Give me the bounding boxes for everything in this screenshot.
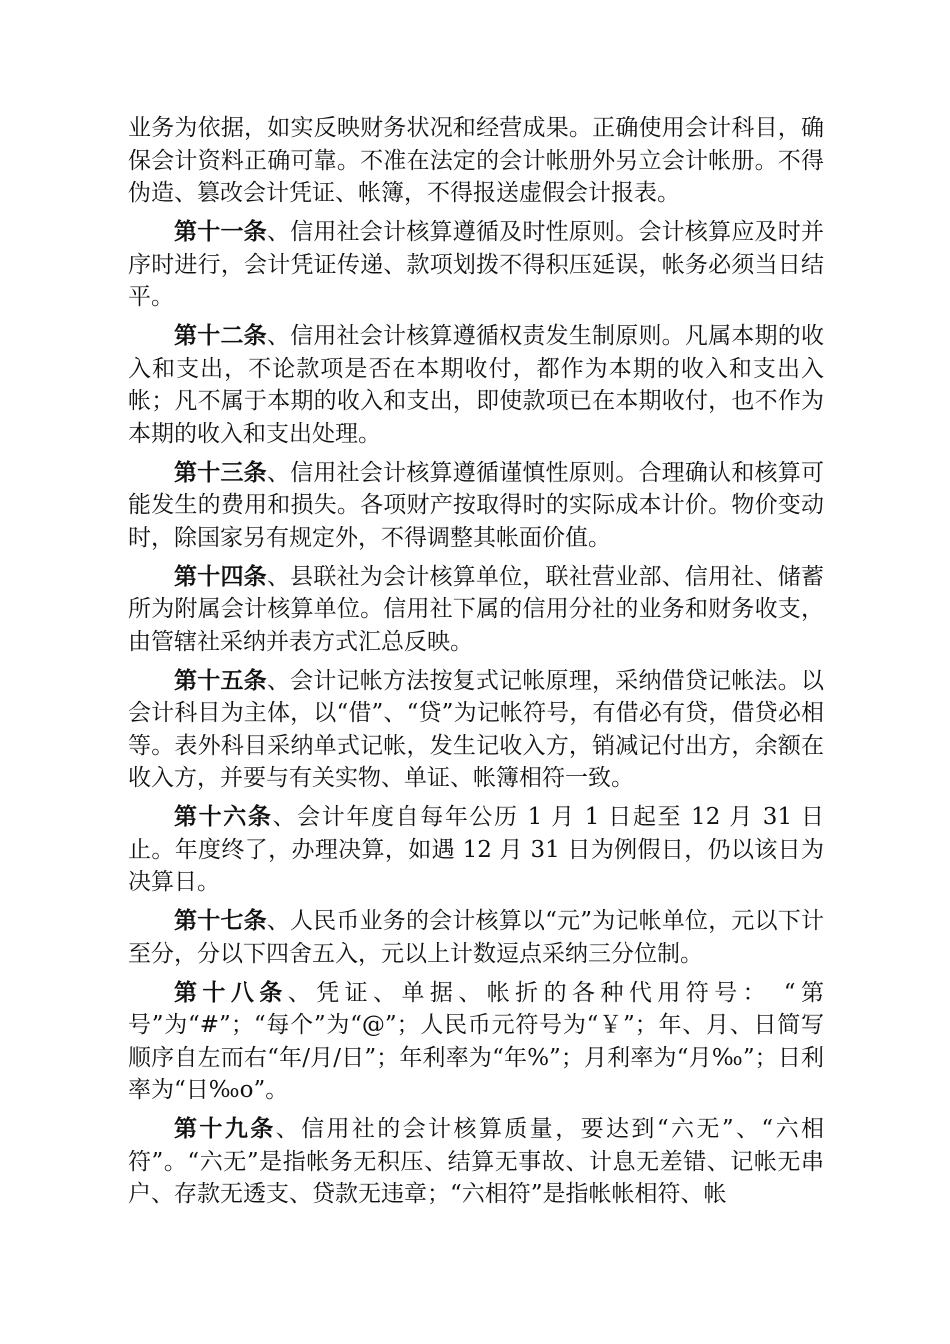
article-text: 、县联社为会计核算单位，联社营业部、信用社、储蓄所为附属会计核算单位。信用社下属的信用分社的业务和财务收支，由管辖社采纳并表方式汇总反映。 bbox=[128, 563, 825, 655]
article-14 bbox=[128, 561, 824, 659]
article-title: 第十九条 bbox=[174, 1115, 276, 1142]
article-title: 第十一条 bbox=[174, 218, 267, 245]
article-16 bbox=[128, 801, 824, 899]
article-title: 第十七条 bbox=[174, 907, 267, 934]
article-text: 、凭证、单据、帐折的各种代用符号： “第号”为“#”；“每个”为“@”；人民币元符号为“￥”；年、月、日简写顺序自左而右“年/月/日”；年利率为“年%”；月利率为“月‰”；日利率为“日‰o”。 bbox=[128, 979, 825, 1103]
paragraph-continued bbox=[128, 112, 824, 210]
article-text: 、信用社会计核算遵循及时性原则。会计核算应及时并序时进行，会计凭证传递、款项划拨不得积压延误，帐务必须当日结平。 bbox=[128, 219, 825, 310]
article-title: 第十二条 bbox=[174, 322, 267, 349]
article-17 bbox=[128, 905, 824, 970]
article-title: 第十三条 bbox=[174, 458, 267, 486]
article-12 bbox=[128, 320, 824, 450]
paragraph-text: 业务为依据，如实反映财务状况和经营成果。正确使用会计科目，确保会计资料正确可靠。不准在法定的会计帐册外另立会计帐册。不得伪造、篡改会计凭证、帐簿，不得报送虚假会计报表。 bbox=[128, 115, 824, 206]
article-text: 、会计年度自每年公历 1 月 1 日起至 12 月 31 日止。年度终了，办理决算，如遇 12 月 31 日为例假日，仍以该日为决算日。 bbox=[128, 804, 825, 895]
article-text: 、信用社会计核算遵循谨慎性原则。合理确认和核算可能发生的费用和损失。各项财产按取得时的实际成本计价。物价变动时，除国家另有规定外，不得调整其帐面价值。 bbox=[128, 459, 825, 551]
article-title: 第十五条 bbox=[174, 666, 267, 694]
article-text: 、信用社的会计核算质量，要达到“六无”、“六相符”。“六无”是指帐务无积压、结算无事故、计息无差错、记帐无串户、存款无透支、贷款无违章；“六相符”是指帐帐相符、帐 bbox=[128, 1116, 825, 1207]
article-13 bbox=[128, 457, 824, 555]
article-text: 、信用社会计核算遵循权责发生制原则。凡属本期的收入和支出，不论款项是否在本期收付，都作为本期的收入和支出入帐；凡不属于本期的收入和支出，即使款项已在本期收付，也不作为本期的收入和支出处理。 bbox=[128, 323, 825, 447]
article-title: 第十八条 bbox=[174, 978, 288, 1006]
article-text: 、会计记帐方法按复式记帐原理，采纳借贷记帐法。以会计科目为主体，以“借”、“贷”为记帐符号，有借必有贷，借贷必相等。表外科目采纳单式记帐，发生记收入方，销减记付出方，余额在收入方，并要与有关实物、单证、帐簿相符一致。 bbox=[128, 667, 825, 791]
article-18 bbox=[128, 977, 824, 1107]
article-19 bbox=[128, 1113, 824, 1211]
article-15 bbox=[128, 665, 824, 795]
article-11 bbox=[128, 216, 824, 314]
article-title: 第十六条 bbox=[174, 803, 273, 830]
article-text: 、人民币业务的会计核算以“元”为记帐单位，元以下计至分，分以下四舍五入，元以上计数逗点采纳三分位制。 bbox=[128, 908, 824, 967]
document-body bbox=[128, 112, 824, 1217]
article-title: 第十四条 bbox=[174, 562, 267, 590]
